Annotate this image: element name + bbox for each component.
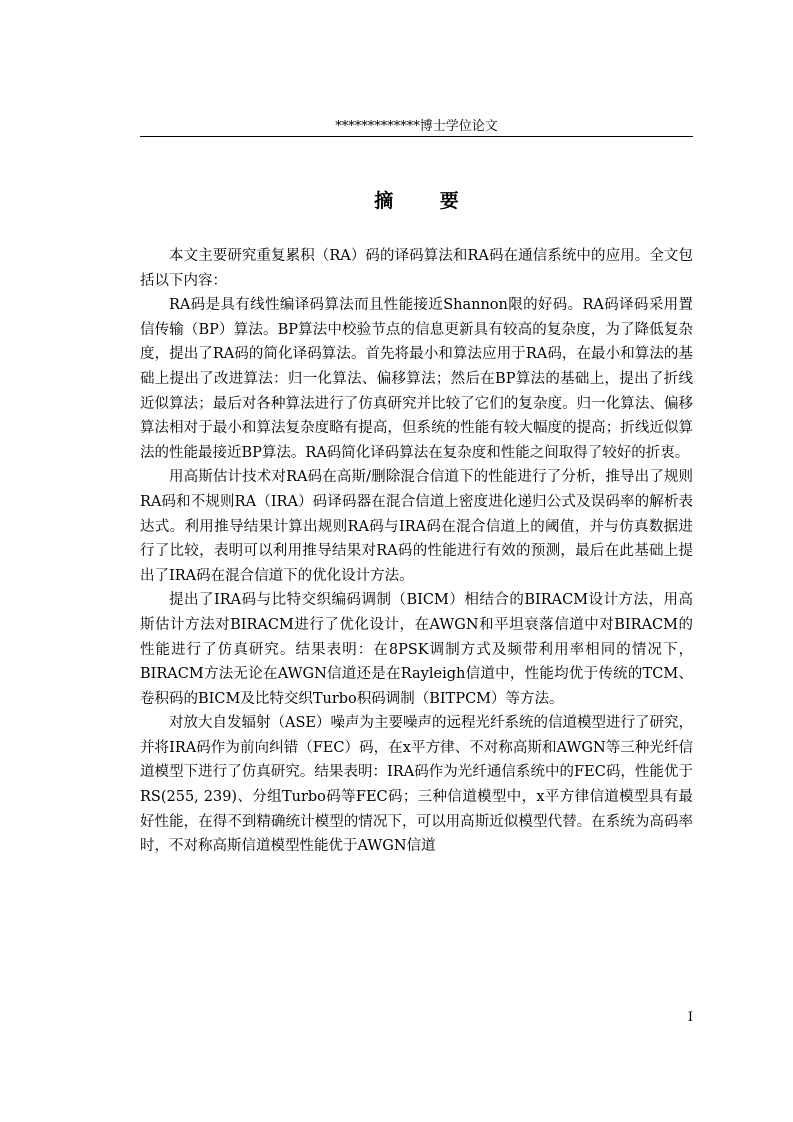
paragraph-hybrid-channel: 用高斯估计技术对RA码在高斯/删除混合信道下的性能进行了分析，推导出了规则RA码和不规则RA（IRA）码译码器在混合信道上密度进化递归公式及误码率的解析表达式。利用推导结果计算出规则RA码与IRA码在混合信道上的阈值，并与仿真数据进行了比较，表明可以利用推导结果对RA码的性能进行有效的预测，最后在此基础上提出了IRA码在混合信道下的优化设计方法。 bbox=[140, 469, 693, 584]
paragraph-decoding: RA码是具有线性编译码算法而且性能接近Shannon限的好码。RA码译码采用置信传输（BP）算法。BP算法中校验节点的信息更新具有较高的复杂度，为了降低复杂度，提出了RA码的简化译码算法。首先将最小和算法应用于RA码，在最小和算法的基础上提出了改进算法：归一化算法、偏移算法；然后在BP算法的基础上，提出了折线近似算法；最后对各种算法进行了仿真研究并比较了它们的复杂度。归一化算法、偏移算法相对于最小和算法复杂度略有提高，但系统的性能有较大幅度的提高；折线近似算法的性能最接近BP算法。RA码简化译码算法在复杂度和性能之间取得了较好的折衷。 bbox=[140, 297, 693, 461]
abstract-title: 摘 要 bbox=[374, 190, 479, 212]
header-rule bbox=[140, 136, 693, 137]
running-header: *************博士学位论文 bbox=[335, 119, 498, 134]
page-number: I bbox=[687, 1010, 693, 1025]
paragraph-optical: 对放大自发辐射（ASE）噪声为主要噪声的远程光纤系统的信道模型进行了研究，并将IRA码作为前向纠错（FEC）码，在x平方律、不对称高斯和AWGN等三种光纤信道模型下进行了仿真研究。结果表明：IRA码作为光纤通信系统中的FEC码，性能优于RS(255, 239)、分组Turbo码等FEC码；三种信道模型中，x平方律信道模型具有最好性能，在得不到精确统计模型的情况下，可以用高斯近似模型代替。在系统为高码率时，不对称高斯信道模型性能优于AWGN信道 bbox=[140, 715, 693, 855]
paragraph-biracm: 提出了IRA码与比特交织编码调制（BICM）相结合的BIRACM设计方法，用高斯估计方法对BIRACM进行了优化设计，在AWGN和平坦衰落信道中对BIRACM的性能进行了仿真研究。结果表明：在8PSK调制方式及频带利用率相同的情况下，BIRACM方法无论在AWGN信道还是在Rayleigh信道中，性能均优于传统的TCM、卷积码的BICM及比特交织Turbo积码调制（BITPCM）等方法。 bbox=[140, 592, 693, 707]
paragraph-intro: 本文主要研究重复累积（RA）码的译码算法和RA码在通信系统中的应用。全文包括以下内容： bbox=[140, 248, 693, 289]
abstract-body bbox=[140, 244, 693, 859]
